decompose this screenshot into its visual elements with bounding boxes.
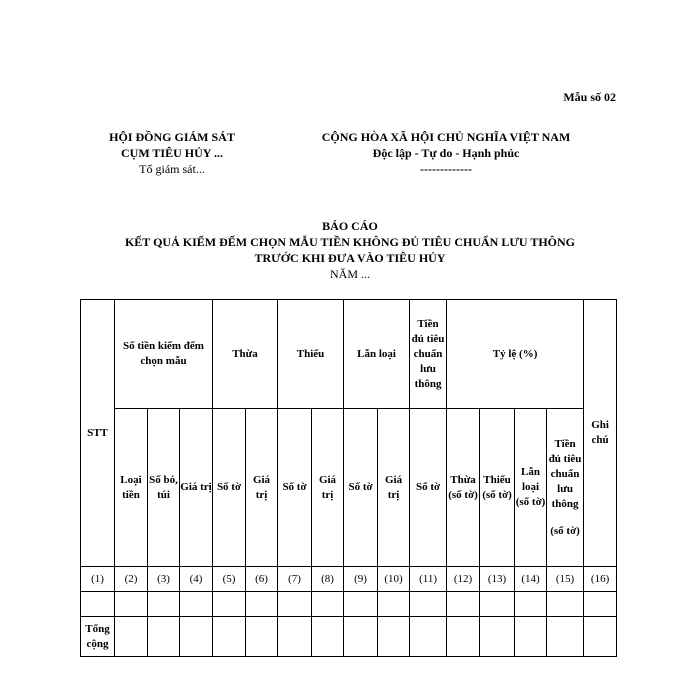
issuer-header: [86, 129, 258, 177]
ratio-fit-subheader: [547, 409, 584, 567]
table-cell: [515, 617, 547, 657]
column-number: (2): [115, 567, 148, 592]
report-subtitle-2: TRƯỚC KHI ĐƯA VÀO TIÊU HỦY: [254, 251, 446, 265]
value-subheader: Giá trị: [312, 409, 344, 567]
column-number: (15): [547, 567, 584, 592]
column-number: (4): [180, 567, 213, 592]
sheets-subheader: Số tờ: [344, 409, 378, 567]
table-cell: [410, 592, 447, 617]
table-cell: [213, 617, 246, 657]
report-title: BÁO CÁO: [322, 219, 378, 233]
column-number: (12): [447, 567, 480, 592]
report-subtitle: KẾT QUẢ KIỂM ĐẾM CHỌN MẪU TIỀN KHÔNG ĐỦ TIÊU CHUẨN LƯU THÔNG: [124, 235, 576, 249]
table-cell: [278, 592, 312, 617]
table-cell: [480, 592, 515, 617]
table-cell: [547, 592, 584, 617]
ratio-header: Tỷ lệ (%): [447, 300, 584, 409]
note-header: Ghi chú: [584, 300, 617, 567]
ratio-fit-unit: (số tờ): [550, 524, 580, 537]
ratio-shortage-subheader: Thiếu (số tờ): [480, 409, 515, 567]
cluster-name: CỤM TIÊU HỦY ...: [120, 146, 223, 160]
column-number-row: [81, 567, 617, 592]
type-subheader: Loại tiền: [115, 409, 148, 567]
table-cell: [148, 592, 180, 617]
ratio-mixed-subheader: Lẫn loại (số tờ): [515, 409, 547, 567]
table-cell: [246, 617, 278, 657]
column-number: (6): [246, 567, 278, 592]
column-number: (5): [213, 567, 246, 592]
mixed-header: Lẫn loại: [344, 300, 410, 409]
value-subheader: Giá trị: [378, 409, 410, 567]
table-cell: [180, 617, 213, 657]
report-table: [80, 299, 617, 657]
national-name: CỘNG HÒA XÃ HỘI CHỦ NGHĨA VIỆT NAM: [321, 130, 571, 144]
column-number: (16): [584, 567, 617, 592]
table-cell: [312, 617, 344, 657]
table-cell: [115, 617, 148, 657]
table-header-row: [81, 300, 617, 409]
report-year: NĂM ...: [329, 267, 370, 281]
table-cell: [584, 617, 617, 657]
table-cell: [312, 592, 344, 617]
sample-header: Số tiền kiểm đếm chọn mẫu: [115, 300, 213, 409]
form-number: Mẫu số 02: [563, 90, 616, 104]
table-cell: [115, 592, 148, 617]
team-name: Tổ giám sát...: [139, 162, 205, 176]
national-header: [286, 129, 606, 177]
sheets-subheader: Số tờ: [213, 409, 246, 567]
excess-header: Thừa: [213, 300, 278, 409]
table-cell: [213, 592, 246, 617]
table-cell: [278, 617, 312, 657]
sheets-subheader: Số tờ: [278, 409, 312, 567]
shortage-header: Thiếu: [278, 300, 344, 409]
table-cell: [378, 592, 410, 617]
table-cell: [378, 617, 410, 657]
report-title-block: [60, 218, 640, 282]
column-number: (10): [378, 567, 410, 592]
ratio-excess-subheader: Thừa (số tờ): [447, 409, 480, 567]
table-cell: [515, 592, 547, 617]
table-row: [81, 592, 617, 617]
value-subheader: Giá trị: [180, 409, 213, 567]
sheets-subheader: Số tờ: [410, 409, 447, 567]
column-number: (7): [278, 567, 312, 592]
national-motto: Độc lập - Tự do - Hạnh phúc: [372, 146, 520, 160]
table-cell: [447, 617, 480, 657]
fit-header: Tiền đủ tiêu chuẩn lưu thông: [410, 300, 447, 409]
council-name: HỘI ĐỒNG GIÁM SÁT: [109, 130, 235, 144]
table-cell: [148, 617, 180, 657]
column-number: (1): [81, 567, 115, 592]
column-number: (13): [480, 567, 515, 592]
column-number: (3): [148, 567, 180, 592]
value-subheader: Giá trị: [246, 409, 278, 567]
column-number: (8): [312, 567, 344, 592]
header-divider: -------------: [420, 162, 472, 176]
table-subheader-row: [81, 409, 617, 567]
table-cell: [410, 617, 447, 657]
table-cell: [246, 592, 278, 617]
column-number: (11): [410, 567, 447, 592]
table-cell: [447, 592, 480, 617]
stt-header: STT: [81, 300, 115, 567]
table-cell: [584, 592, 617, 617]
bundles-subheader: Số bó, túi: [148, 409, 180, 567]
table-cell: [344, 617, 378, 657]
total-row: [81, 617, 617, 657]
table-cell: [81, 592, 115, 617]
table-cell: [480, 617, 515, 657]
column-number: (14): [515, 567, 547, 592]
table-cell: [547, 617, 584, 657]
total-label: Tổng cộng: [81, 617, 115, 657]
table-cell: [344, 592, 378, 617]
column-number: (9): [344, 567, 378, 592]
ratio-fit-label: Tiền đủ tiêu chuẩn lưu thông: [548, 437, 582, 510]
table-cell: [180, 592, 213, 617]
